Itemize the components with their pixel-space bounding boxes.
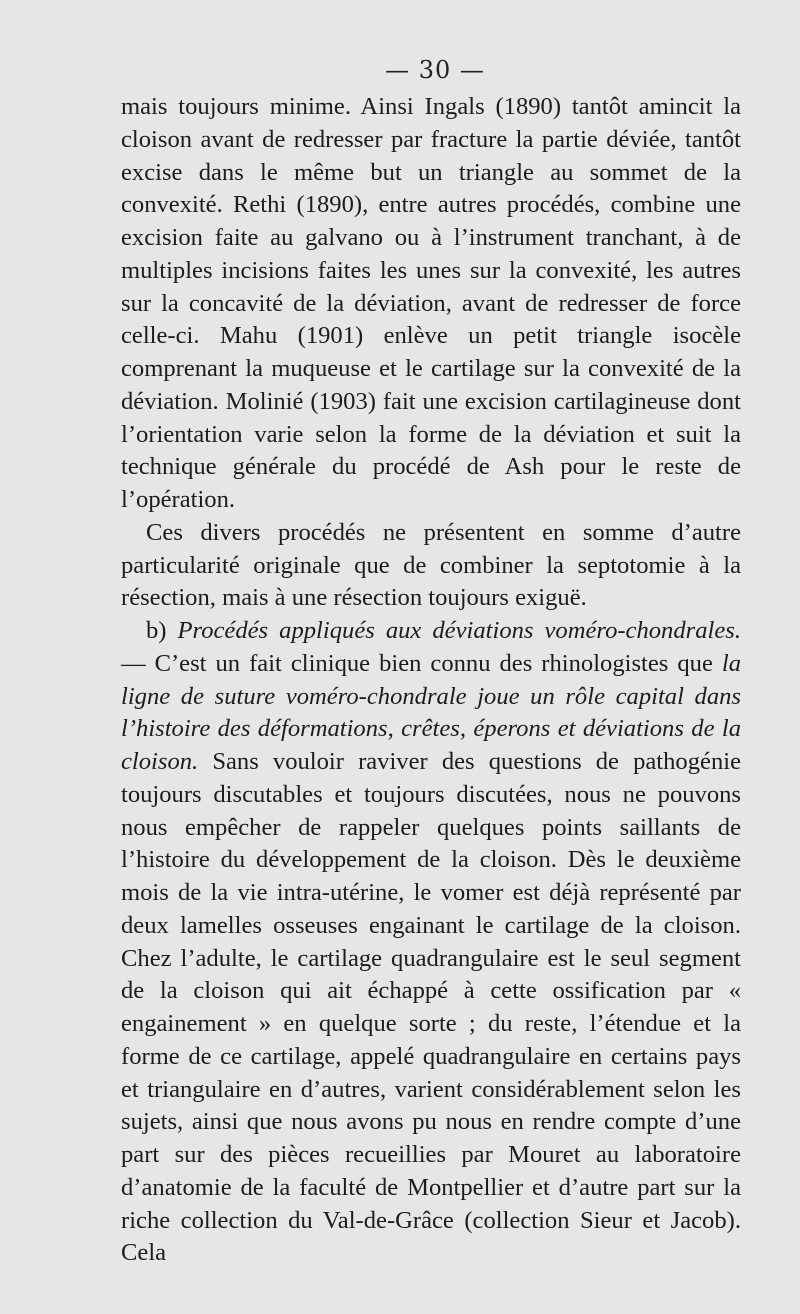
paragraph-3-text-a: — C’est un fait clinique bien connu des rhinologistes que (121, 649, 722, 677)
body-text (121, 91, 741, 1270)
paragraph-2 (121, 517, 741, 615)
paragraph-3 (121, 615, 741, 1270)
paragraph-1-text: mais toujours minime. Ainsi Ingals (1890) tantôt amincit la cloison avant de redresser par fracture la partie déviée, tantôt excise dans le même but un triangle au sommet de la convexité. Rethi (1890), entre autres procédés, combine une excision faite au galvano ou à l’instrument tranchant, à de multiples incisions faites les unes sur la convexité, les autres sur la concavité de la déviation, avant de redresser de force celle-ci. Mahu (1901) enlève un petit triangle isocèle comprenant la muqueuse et le cartilage sur la convexité de la déviation. Molinié (1903) fait une excision cartilagineuse dont l’orientation varie selon la forme de la déviation et suit la technique générale du procédé de Ash pour le reste de l’opération. (121, 93, 741, 513)
paragraph-3-text-b: Sans vouloir raviver des questions de pathogénie toujours discutables et toujours discutées, nous ne pouvons nous empêcher de rappeler quelques points saillants de l’histoire du développement de la cloison. Dès le deuxième mois de la vie intra-utérine, le vomer est déjà représenté par deux lamelles osseuses engainant le cartilage de la cloison. Chez l’adulte, le cartilage quadrangulaire est le seul segment de la cloison qui ait échappé à cette ossification par « engainement » en quelque sorte ; du reste, l’étendue et la forme de ce cartilage, appelé quadrangulaire en certains pays et triangulaire en d’autres, varient considérablement selon les sujets, ainsi que nous avons pu nous en rendre compte d’une part sur des pièces recueillies par Mouret au laboratoire d’anatomie de la faculté de Montpellier et d’autre part sur la riche collection du Val-de-Grâce (collection Sieur et Jacob). Cela (121, 748, 741, 1267)
section-heading: Procédés appliqués aux déviations voméro-chondrales. (177, 617, 741, 644)
emphasized-statement: la ligne de suture voméro-chondrale joue un rôle capital dans l’histoire des déformations, crêtes, éperons et déviations de la cloison. (121, 649, 741, 775)
section-marker: b) (146, 617, 178, 644)
paragraph-1 (121, 91, 741, 517)
paragraph-2-text: Ces divers procédés ne présentent en somme d’autre particularité originale que de combiner la septotomie à la résection, mais à une résection toujours exiguë. (121, 518, 741, 612)
page-number: — 30 — (385, 56, 485, 84)
